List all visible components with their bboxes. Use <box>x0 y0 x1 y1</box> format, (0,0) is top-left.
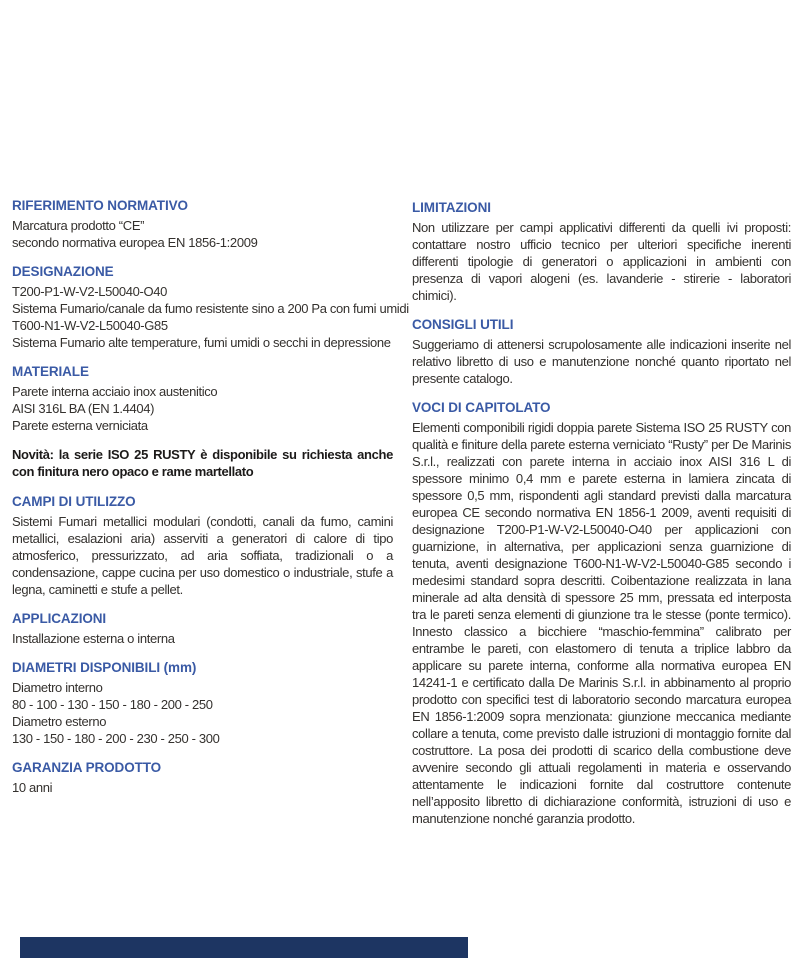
section-diametri-disponibili <box>12 659 393 747</box>
body-line: Sistema Fumario/canale da fumo resistente sino a 200 Pa con fumi umidi <box>12 301 409 316</box>
diameter-values-line: 80 - 100 - 130 - 150 - 180 - 200 - 250 <box>12 697 213 712</box>
body-paragraph: Non utilizzare per campi applicativi differenti da quelli ivi proposti: contattare nostro ufficio tecnico per ulteriori specifiche inerenti differenti tipologie di generatori o applicazioni in ambienti con presenza di vapori alogeni (es. lavanderie - stirerie - laboratori chimici). <box>412 220 791 303</box>
section-heading: GARANZIA PRODOTTO <box>12 760 162 775</box>
body-line: secondo normativa europea EN 1856-1:2009 <box>12 235 258 250</box>
section-riferimento-normativo <box>12 197 393 251</box>
section-heading: RIFERIMENTO NORMATIVO <box>12 198 188 213</box>
novita-highlight-note: Novità: la serie ISO 25 RUSTY è disponibile su richiesta anche con finitura nero opaco e rame martellato <box>12 447 393 479</box>
body-line: Sistema Fumario alte temperature, fumi umidi o secchi in depressione <box>12 335 391 350</box>
body-line: Diametro esterno <box>12 714 107 729</box>
section-consigli-utili <box>412 316 791 387</box>
diameter-values-line: 130 - 150 - 180 - 200 - 230 - 250 - 300 <box>12 731 220 746</box>
body-line: AISI 316L BA (EN 1.4404) <box>12 401 155 416</box>
section-heading: DESIGNAZIONE <box>12 264 114 279</box>
section-applicazioni <box>12 610 393 647</box>
body-line: Parete interna acciaio inox austenitico <box>12 384 218 399</box>
body-paragraph: Suggeriamo di attenersi scrupolosamente alle indicazioni inserite nel relativo libretto di uso e manutenzione nonché quanto riportato nel presente catalogo. <box>412 337 791 386</box>
body-line: Parete esterna verniciata <box>12 418 148 433</box>
footer-bar <box>20 937 468 958</box>
body-paragraph: Elementi componibili rigidi doppia parete Sistema ISO 25 RUSTY con qualità e finiture della parete esterna verniciato “Rusty” per De Marinis S.r.l., realizzati con parete interna in acciaio inox AISI 316 L di spessore minimo 0,4 mm e parete esterna in lamiera zincata di spessore 0,5 mm, rispondenti agli standard previsti dalla marcatura europea CE secondo normativa EN 1856-1 2009, aventi requisiti di designazione T200-P1-W-V2-L50040-O40 per applicazioni con guarnizione, in alternativa, per applicazioni senza guarnizione di tenuta, aventi designazione T600-N1-W-V2-L50040-G85 secondo i medesimi standard sopra descritti. Coibentazione realizzata in lana minerale ad alta densità di spessore 25 mm, pressata ed interposta tra le pareti senza elementi di giunzione tra le stesse (ponte termico). Innesto classico a bicchiere “maschio-femmina” calibrato per entrambe le pareti, con elastomero di tenuta a triplice labbro da applicare su parete interna, conforme alla normativa europea EN 14241-1 e certificato dalla De Marinis S.r.l. in abbinamento al proprio prodotto con specifici test di laboratorio secondo marcatura europea EN 1856-1:2009 sopra menzionata: giunzione meccanica mediante collare a tenuta, come previsto dalle istruzioni di montaggio fornite dal costruttore. La posa dei prodotti di scarico della combustione deve avvenire secondo gli attuali regolamenti in materia e osservando attentamente le indicazioni fornite dal costruttore contenute nell’apposito libretto di dichiarazione conformità, istruzioni di uso e manutenzione nonché garanzia prodotto. <box>412 420 791 826</box>
section-campi-di-utilizzo <box>12 493 393 598</box>
body-line: 10 anni <box>12 780 53 795</box>
body-paragraph: Sistemi Fumari metallici modulari (condotti, canali da fumo, camini metallici, esalazioni aria) asserviti a generatori di calore di tipo atmosferico, pressurizzato, ad aria soffiata, tradizionali o a condensazione, cappe cucina per uso domestico o industriale, stufe a legna, caminetti e stufe a pellet. <box>12 514 393 597</box>
right-column <box>412 199 791 839</box>
body-line: Diametro interno <box>12 680 103 695</box>
left-column <box>12 197 409 808</box>
section-designazione <box>12 263 409 351</box>
body-line: T200-P1-W-V2-L50040-O40 <box>12 284 168 299</box>
section-heading: LIMITAZIONI <box>412 200 491 215</box>
section-heading: VOCI DI CAPITOLATO <box>412 400 551 415</box>
body-line: Installazione esterna o interna <box>12 631 175 646</box>
section-heading: DIAMETRI DISPONIBILI (mm) <box>12 660 197 675</box>
section-heading: MATERIALE <box>12 364 89 379</box>
section-heading: APPLICAZIONI <box>12 611 107 626</box>
body-line: T600-N1-W-V2-L50040-G85 <box>12 318 168 333</box>
section-limitazioni <box>412 199 791 304</box>
body-line: Marcatura prodotto “CE” <box>12 218 145 233</box>
section-voci-di-capitolato <box>412 399 791 827</box>
section-materiale <box>12 363 393 434</box>
section-heading: CONSIGLI UTILI <box>412 317 514 332</box>
section-garanzia-prodotto <box>12 759 393 796</box>
section-heading: CAMPI DI UTILIZZO <box>12 494 136 509</box>
